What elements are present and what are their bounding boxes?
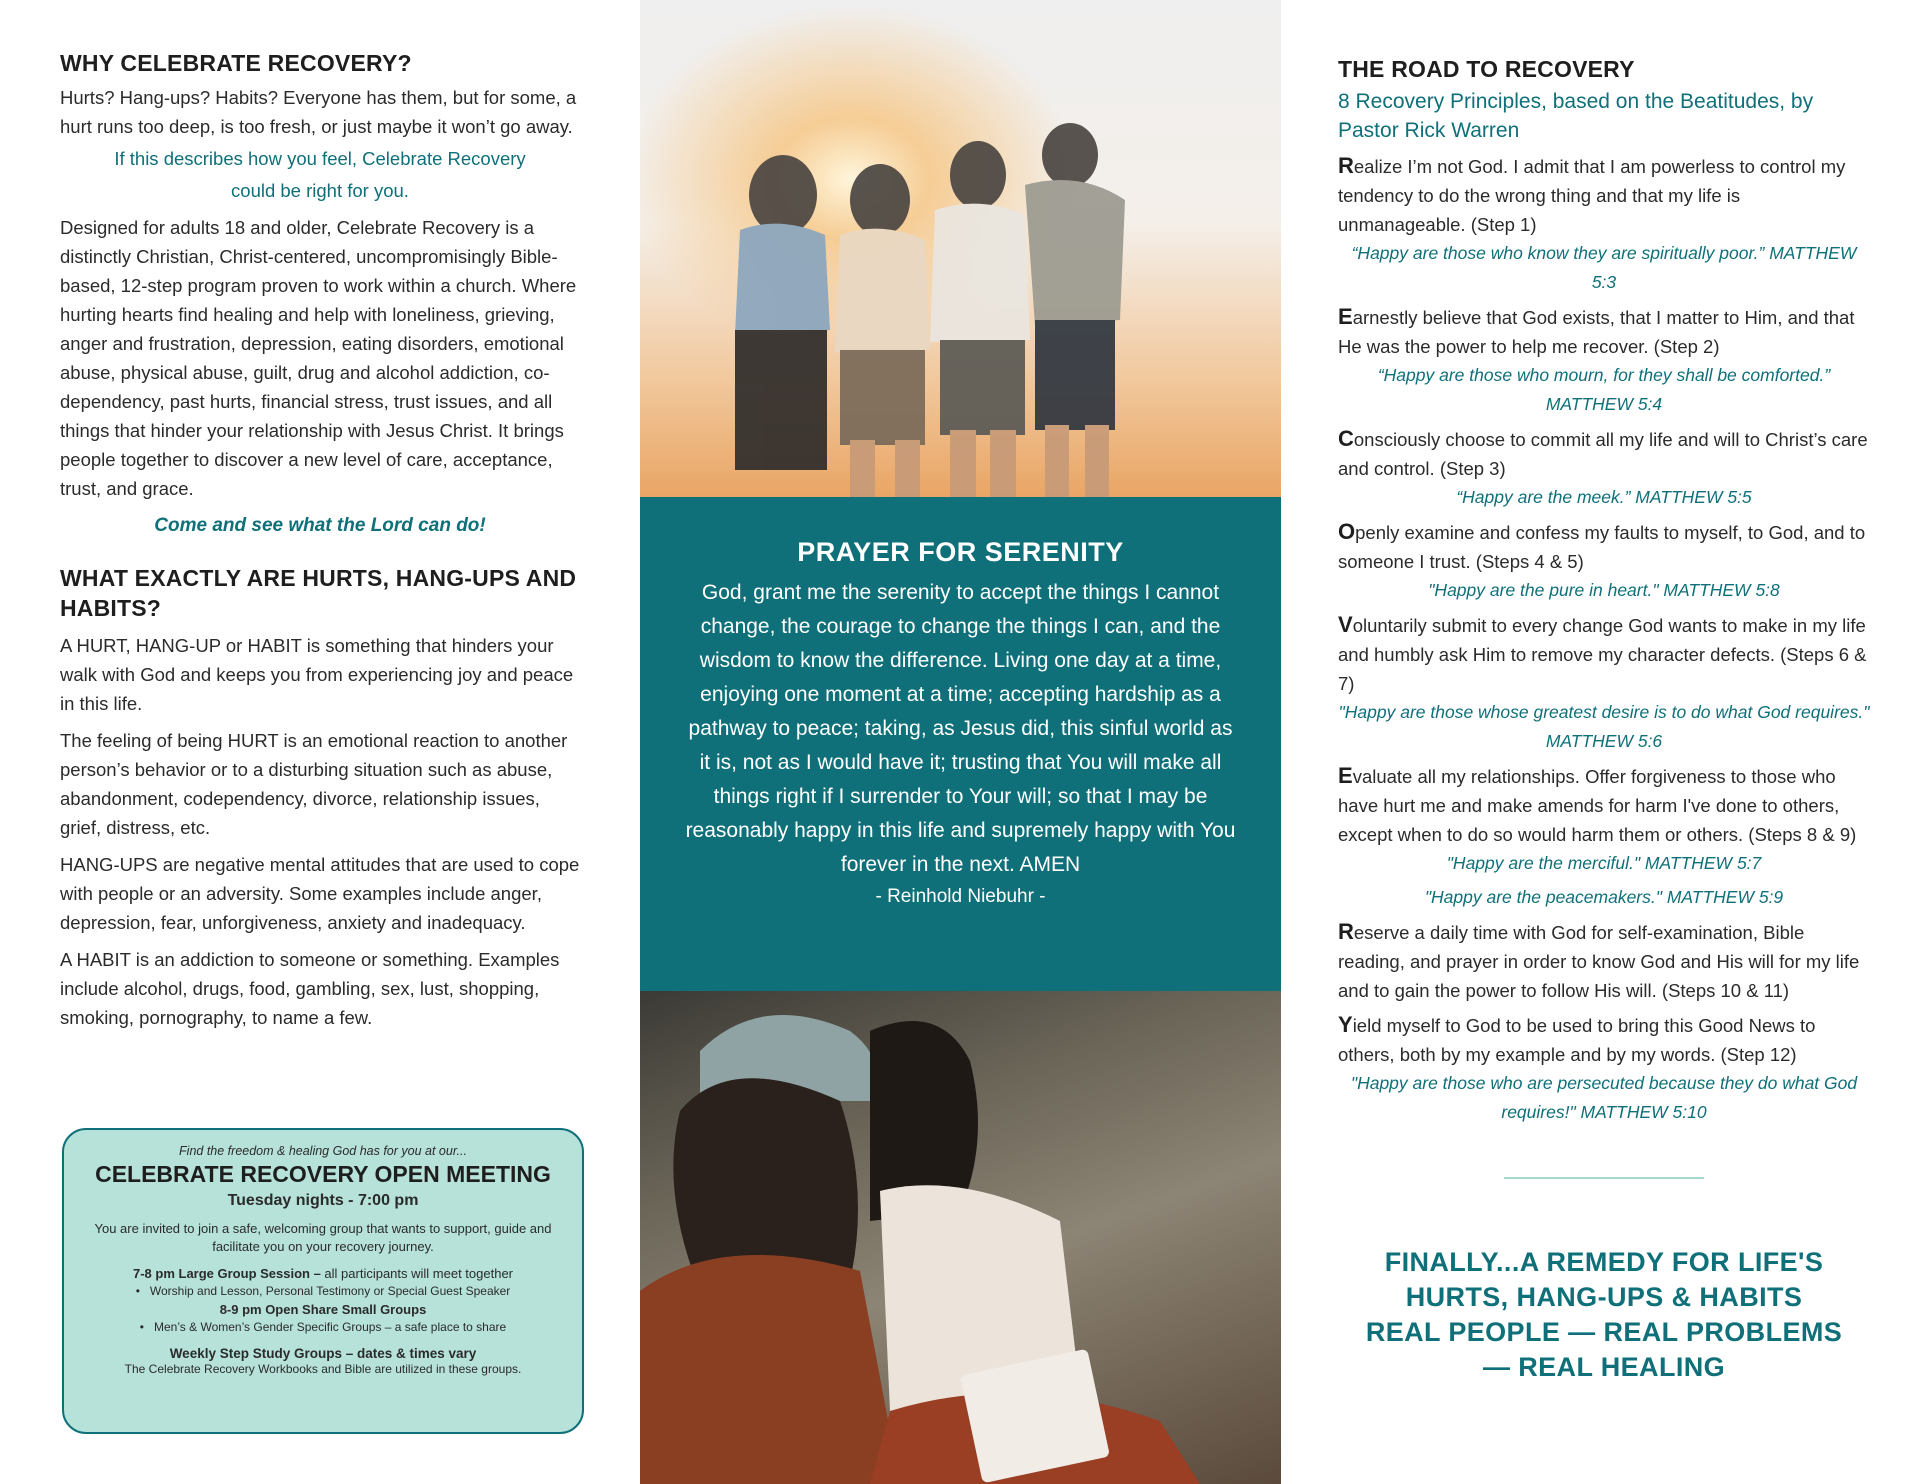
weekly-study-groups: Weekly Step Study Groups – dates & times vary	[169, 1346, 477, 1361]
closing-slogan	[1338, 1245, 1870, 1385]
designed-body: Designed for adults 18 and older, Celebrate Recovery is a distinctly Christian, Christ-centered, uncompromisingly Bible-based, 12-step program proven to work within a church. Where hurting hearts find healing and help with loneliness, grieving, anger and frustration, depression, eating disorders, emotional abuse, physical abuse, guilt, drug and alcohol addiction, co-dependency, past hurts, financial stress, trust issues, and all things that hinder your relationship with Jesus Christ. It brings people together to discover a new level of care, acceptance, trust, and grace.	[60, 217, 577, 499]
middle-column	[640, 0, 1281, 1484]
road-subtitle: 8 Recovery Principles, based on the Beatitudes, by Pastor Rick Warren	[1338, 90, 1814, 142]
women-reading-photo	[640, 991, 1281, 1484]
large-group-text: all participants will meet together	[320, 1266, 514, 1281]
beatitude-verse: "Happy are the pure in heart." MATTHEW 5:8	[1428, 580, 1780, 600]
principle-text: oluntarily submit to every change God wants to make in my life and humbly ask Him to remove my character defects. (Steps 6 & 7)	[1338, 615, 1867, 694]
road-to-recovery-title: THE ROAD TO RECOVERY	[1338, 56, 1635, 82]
prayer-panel	[640, 497, 1281, 991]
prayer-title: PRAYER FOR SERENITY	[797, 537, 1124, 567]
principle-text: ield myself to God to be used to bring this Good News to others, both by my example and by my words. (Step 12)	[1338, 1015, 1816, 1065]
closing-line-4: — REAL HEALING	[1482, 1352, 1726, 1382]
large-group-label: 7-8 pm Large Group Session –	[132, 1266, 321, 1281]
recovery-principle	[1338, 151, 1870, 239]
hurt-paragraph: The feeling of being HURT is an emotional reaction to another person’s behavior or to a disturbing situation such as abuse, abandonment, codependency, divorce, relationship issues, grief, distress, etc.	[60, 730, 568, 838]
recovery-principle	[1338, 424, 1870, 483]
principle-text: valuate all my relationships. Offer forgiveness to those who have hurt me and make amends for harm I've done to others, except when to do so would harm them or others. (Steps 8 & 9)	[1338, 766, 1857, 845]
recovery-principle	[1338, 610, 1870, 698]
principle-initial: R	[1338, 153, 1354, 178]
closing-line-1: FINALLY...A REMEDY FOR LIFE'S	[1384, 1247, 1824, 1277]
principle-text: eserve a daily time with God for self-examination, Bible reading, and prayer in order to know God and His will for my life and to gain the power to follow His will. (Steps 10 & 11)	[1338, 922, 1860, 1001]
right-column	[1281, 0, 1920, 1484]
habit-paragraph: A HABIT is an addiction to someone or something. Examples include alcohol, drugs, food, gambling, sex, lust, shopping, smoking, pornography, to name a few.	[60, 949, 560, 1028]
meeting-title: CELEBRATE RECOVERY OPEN MEETING	[95, 1161, 551, 1187]
recovery-principle	[1338, 917, 1870, 1005]
meeting-invite: You are invited to join a safe, welcoming group that wants to support, guide and facilitate you on your recovery journey.	[94, 1221, 552, 1254]
principle-initial: R	[1338, 919, 1354, 944]
beatitude-verse: “Happy are those who know they are spiritually poor.” MATTHEW 5:3	[1351, 243, 1857, 292]
why-celebrate-title: WHY CELEBRATE RECOVERY?	[60, 50, 412, 76]
women-photo-illustration	[640, 991, 1281, 1484]
small-group-label: 8-9 pm Open Share Small Groups	[219, 1302, 427, 1317]
principles-list	[1338, 151, 1870, 1127]
principle-initial: Y	[1338, 1012, 1353, 1037]
principle-text: onsciously choose to commit all my life and will to Christ’s care and control. (Step 3)	[1338, 429, 1868, 479]
large-group-bullet: • Worship and Lesson, Personal Testimony or Special Guest Speaker	[82, 1283, 564, 1300]
beatitude-verse: “Happy are the meek.” MATTHEW 5:5	[1456, 487, 1752, 507]
friends-embracing-photo	[640, 0, 1281, 497]
prayer-body: God, grant me the serenity to accept the things I cannot change, the courage to change the things I can, and the wisdom to know the difference. Living one day at a time, enjoying one moment at a time; accepting hardship as a pathway to peace; taking, as Jesus did, this sinful world as it is, not as I would have it; trusting that You will make all things right if I surrender to Your will; so that I may be reasonably happy in this life and supremely happy with You forever in the next. AMEN	[685, 581, 1236, 876]
principle-initial: E	[1338, 763, 1353, 788]
why-body: Hurts? Hang-ups? Habits? Everyone has them, but for some, a hurt runs too deep, is too fresh, or just maybe it won’t go away.	[60, 87, 577, 137]
friends-photo-illustration	[640, 0, 1281, 497]
meeting-info-box	[62, 1128, 584, 1434]
beatitude-verse: "Happy are those whose greatest desire is to do what God requires." MATTHEW 5:6	[1338, 702, 1870, 751]
small-group-row	[82, 1300, 564, 1319]
intro-note: If this describes how you feel, Celebrate Recovery could be right for you.	[114, 148, 526, 201]
meeting-time: Tuesday nights - 7:00 pm	[227, 1192, 419, 1209]
beatitude-verse: "Happy are those who are persecuted because they do what God requires!" MATTHEW 5:10	[1350, 1073, 1858, 1122]
meeting-intro: Find the freedom & healing God has for you at our...	[179, 1144, 467, 1158]
recovery-principle	[1338, 1010, 1870, 1069]
come-see-tagline: Come and see what the Lord can do!	[154, 515, 486, 536]
workbooks-note: The Celebrate Recovery Workbooks and Bible are utilized in these groups.	[124, 1362, 522, 1376]
recovery-principle	[1338, 761, 1870, 849]
prayer-author: - Reinhold Niebuhr -	[875, 886, 1046, 907]
beatitude-verse: “Happy are those who mourn, for they shall be comforted.” MATTHEW 5:4	[1377, 365, 1831, 414]
principle-initial: O	[1338, 519, 1356, 544]
small-group-bullet: • Men’s & Women’s Gender Specific Groups – a safe place to share	[82, 1319, 564, 1336]
hurts-title: WHAT EXACTLY ARE HURTS, HANG-UPS AND HABITS?	[60, 565, 577, 621]
principle-initial: V	[1338, 612, 1353, 637]
closing-line-2: HURTS, HANG-UPS & HABITS	[1405, 1282, 1803, 1312]
hurts-definition: A HURT, HANG-UP or HABIT is something that hinders your walk with God and keeps you from experiencing joy and peace in this life.	[60, 635, 574, 714]
principle-initial: C	[1338, 426, 1354, 451]
section-divider	[1504, 1177, 1704, 1179]
principle-initial: E	[1338, 304, 1353, 329]
hangups-paragraph: HANG-UPS are negative mental attitudes that are used to cope with people or an adversity. Some examples include anger, depression, fear, unforgiveness, anxiety and inadequacy.	[60, 854, 580, 933]
beatitude-verse: "Happy are the peacemakers." MATTHEW 5:9	[1424, 887, 1784, 907]
closing-line-3: REAL PEOPLE — REAL PROBLEMS	[1365, 1317, 1843, 1347]
recovery-principle	[1338, 302, 1870, 361]
principle-text: arnestly believe that God exists, that I matter to Him, and that He was the power to help me recover. (Step 2)	[1338, 307, 1855, 357]
large-group-row	[82, 1264, 564, 1283]
principle-text: ealize I’m not God. I admit that I am powerless to control my tendency to do the wrong thing and that my life is unmanageable. (Step 1)	[1338, 156, 1846, 235]
recovery-principle	[1338, 517, 1870, 576]
principle-text: penly examine and confess my faults to myself, to God, and to someone I trust. (Steps 4 & 5)	[1338, 522, 1866, 572]
beatitude-verse: "Happy are the merciful." MATTHEW 5:7	[1446, 853, 1762, 873]
